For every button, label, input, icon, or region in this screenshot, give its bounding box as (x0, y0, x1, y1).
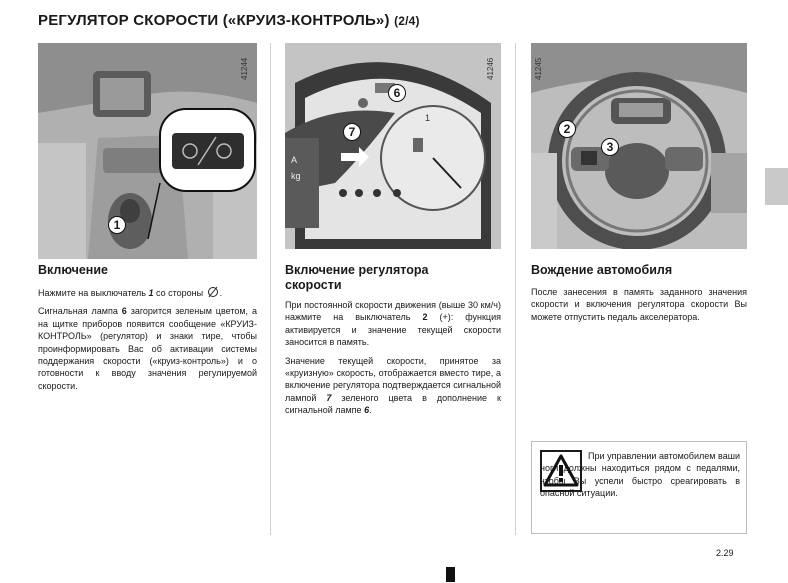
warning-text: При управлении автомобилем ваши ноги должны находиться рядом с педалями, чтобы Вы успели быстро среагировать в опасной ситуации. (540, 451, 740, 499)
col2-paragraph-1: При постоянной скорости движения (выше 30 км/ч) нажмите на выключатель 2 (+): функция активируется и значение текущей скорости заносится в память. (285, 300, 501, 348)
col3-paragraph-1: После занесения в память заданного значения скорости и включения регулятора скорости Вы можете отпустить педаль акселератора. (531, 287, 747, 322)
cruise-switch-icon (206, 286, 220, 298)
svg-text:kg: kg (291, 171, 301, 181)
callout-1: 1 (108, 216, 126, 234)
svg-text:1: 1 (425, 113, 431, 123)
column-divider (270, 43, 271, 535)
warning-box (531, 441, 747, 534)
col1-paragraph-2: Сигнальная лампа 6 загорится зеленым цветом, а на щитке приборов появится сообщение «КРУИЗ-КОНТРОЛЬ» (регулятор) и знаки тире, чтобы проинформировать Вас об активации системы поддержания скорости («круиз-контроль») и о готовности к вводу значения регулируемой скорости. (38, 306, 257, 391)
heading-activation: Включение (38, 263, 108, 277)
heading-speed-regulator: Включение регулятора скорости (285, 263, 429, 292)
col2-paragraph-2: Значение текущей скорости, принятое за «круизную» скорость, отображается вместо тире, а включение регулятора подтверждается сигнальной лампой 7 зеленого цвета в дополнение к сигнальной лампе 6. (285, 355, 501, 416)
column-divider (515, 43, 516, 535)
page-title: РЕГУЛЯТОР СКОРОСТИ («КРУИЗ-КОНТРОЛЬ») (2/4) (38, 12, 420, 29)
heading-driving: Вождение автомобиля (531, 263, 673, 277)
callout-3: 3 (601, 138, 619, 156)
callout-6: 6 (388, 84, 406, 102)
svg-text:A: A (291, 155, 298, 165)
image-code: 41244 (240, 57, 249, 80)
console-photo (38, 43, 257, 259)
page-number: 2.29 (716, 548, 734, 558)
callout-7: 7 (343, 123, 361, 141)
section-tab (765, 168, 788, 205)
image-code: 41245 (534, 57, 543, 80)
col3-text (531, 286, 747, 329)
image-code: 41246 (486, 57, 495, 80)
cluster-photo (285, 43, 501, 249)
col2-text (285, 299, 501, 423)
callout-2: 2 (558, 120, 576, 138)
col1-paragraph-1: Нажмите на выключатель 1 со стороны . (38, 288, 223, 298)
page-marker (446, 567, 455, 582)
steering-wheel-photo (531, 43, 747, 249)
col1-text (38, 286, 257, 398)
